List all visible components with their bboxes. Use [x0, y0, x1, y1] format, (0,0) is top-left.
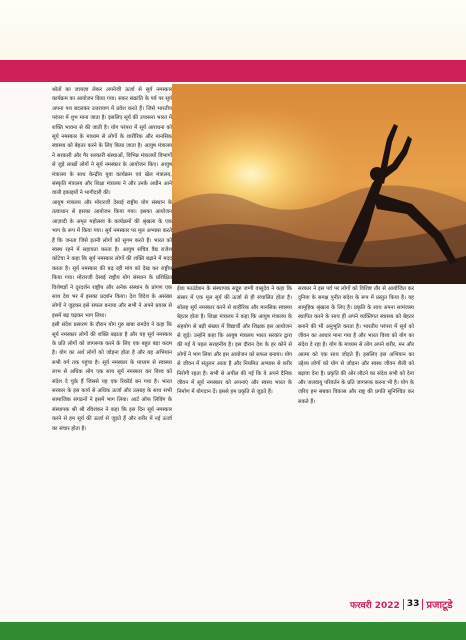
page-number: 33	[406, 599, 420, 609]
issue-month: फरवरी 2022	[350, 600, 400, 611]
magazine-name: प्रजाटूडे	[426, 600, 453, 611]
paragraph-left-3: इसी संदेश प्रसारण के दौरान योग गुरु बाबा रामदेव ने कहा कि सूर्य नमस्कार लोगों की शक्ति बढ़ाता है और यह सूर्य नमस्कार के प्रति लोगों को जागरूक करने के लिए एक बहुत बड़ा कदम है। योग का अर्थ लोगों को जोड़ना होता है और यह अभियान सभी वर्ग तक पहुंचा है। सूर्य नमस्कार के माध्यम से स्वास्थ्य लाभ से अधिक लोग एक साथ सूर्य नमस्कार कर विश्व को संदेश दे चुके हैं जिससे यह एक रिकॉर्ड बन गया है। भारत सरकार के इस कार्य से अधिक ऊर्जा और उत्साह के साथ सभी सामाजिक संगठनों ने इसमें भाग लिया। आर्ट ऑफ लिविंग के संस्थापक श्री श्री रविशंकर ने कहा कि इस दिन सूर्य नमस्कार करने से हम सूर्य की ऊर्जा से जुड़ते हैं और शरीर में नई ऊर्जा का संचार होता है।	[52, 322, 172, 432]
top-header-strip	[0, 0, 466, 60]
footer-divider-2	[422, 599, 423, 610]
paragraph-left-2: आयुष मंत्रालय और मोरारजी देसाई राष्ट्रीय योग संस्थान के तत्वाधान से इसका आयोजन किया गया। इसका आयोजन आज़ादी के अमृत महोत्सव के कार्यक्रमों की श्रृंखला के एक भाग के रूप में किया गया। सूर्य नमस्कार पर मूल अभ्यास करते हैं कि जनता जिसे इतनी लोगों को सुगम करते हैं। भारत को स्वस्थ रहने में सहायता करता है। आयुष सचिव वैद्य राजेश कोटेचा ने कहा कि सूर्य नमस्कार लोगों की शक्ति बढ़ाने में मदद करता है। सूर्य नमस्कार की बढ़ रही मांग को देख कर राष्ट्रीय किया गया। मोरारजी देसाई राष्ट्रीय योग संस्थान के प्रशिक्षित विशेषज्ञों ने दूरदर्शन राष्ट्रीय और अनेक संस्थान के प्रांगण एक साथ देश भर में इसका प्रदर्शन किया। देश विदेश के असंख्य लोगों ने जुड़कर इसे सफल बनाया और सभी ने अपने प्रयास से इसमें बढ़ चढ़कर भाग लिया।	[52, 199, 172, 319]
footer-green-bar	[0, 622, 466, 640]
paragraph-left-1: श्रोतों का जायज़ा लेकर अपनेजी ऊर्जा से सूर्य नमस्कार कार्यक्रम का आयोजन किया गया। सकर संक्रांति के पर्व पर सूर्य अपना पथ बदलकर उत्तरायण में प्रवेश करते हैं। जिसे भारतीय परंपरा में शुभ माना जाता है। इसलिए सूर्य की उपासना भारत में शक्ति भावना से की जाती है। योग परंपरा में सूर्य आराधना को सूर्य नमस्कार के माध्यम से लोगों के शारीरिक और मानसिक स्वास्थ्य को बेहतर करने के लिए किया जाता है। आयुष मंत्रालय ने सरकारी और गैर सरकारी संस्थाओं, विभिन्न मंत्रालयों विभागों से जुड़े लाखों लोगों ने सूर्य नमस्कार के आयोजन किए। आयुष मंत्रालय के साथ केन्द्रीय युवा कार्यक्रम एवं खेल मंत्रालय, संस्कृति मंत्रालय और शिक्षा मंत्रालय ने और उनके अधीन आने वाली इकाइयों ने भागीदारी की।	[52, 87, 172, 197]
text-column-middle	[177, 285, 292, 585]
paragraph-right-1: सरकार ने इस पर्व पर लोगों को विशिष्ट तौर से आयोजित कर दुनिया के समक्ष पुनीत संदेश के रूप में प्रस्तुत किया है। यह सामूहिक श्रृंखला के लिए है। प्रकृति के साथ अपना सामंजस्य स्थापित करने के साथ ही अपने व्यक्तिगत स्वास्थ्य को बेहतर बनाने की भी अनुभूति करता है। भारतीय परंपरा में सूर्य को जीवन का आधार माना गया है और भारत विश्व को योग का संदेश दे रहा है। योग के माध्यम से लोग अपने शरीर, मन और आत्मा को एक साथ जोड़ते हैं। इसलिए इस अभियान का उद्देश्य लोगों को योग से जोड़ना और स्वस्थ जीवन शैली को बढ़ावा देना है। प्रकृति की ओर लौटने का संदेश सभी को देना और जलवायु परिवर्तन के प्रति जागरूक करना भी है। योग के जरिए हम सबका विकास और राष्ट्र की प्रगति सुनिश्चित कर सकते हैं।	[298, 286, 414, 405]
yoga-photo	[172, 84, 466, 284]
paragraph-mid-1: ईशा फाउंडेशन के संस्थापक सद्गुरु जग्गी वासुदेव ने कहा कि संसार में एक मूल सूर्य की ऊर्जा से ही संचालित होता है। सोलह सूर्य नमस्कार करने से शारीरिक और मानसिक स्वास्थ्य बेहतर होता है। शिक्षा मंत्रालय ने कहा कि आयुष मंत्रालय के सहयोग से बड़ी संख्या में विद्यार्थी और शिक्षक इस आयोजन से जुड़े। उन्होंने कहा कि आयुष मंत्रालय भारत सरकार द्वारा की गई ये पहल सराहनीय है। इस दौरान देश के हर कोने से लोगों ने भाग लिया और इस आयोजन को सफल बनाया। योग से जीवन में संतुलन आता है और नियमित अभ्यास से शरीर निरोगी रहता है। सभी से अपील की गई कि वे अपने दैनिक जीवन में सूर्य नमस्कार को अपनाएं और स्वस्थ भारत के निर्माण में योगदान दें। इससे हम प्रकृति से जुड़ते हैं।	[177, 286, 292, 396]
page-footer	[350, 596, 452, 612]
footer-divider	[403, 599, 404, 610]
text-column-left	[52, 86, 172, 576]
magenta-header-band	[0, 60, 466, 82]
text-column-right	[298, 285, 414, 585]
